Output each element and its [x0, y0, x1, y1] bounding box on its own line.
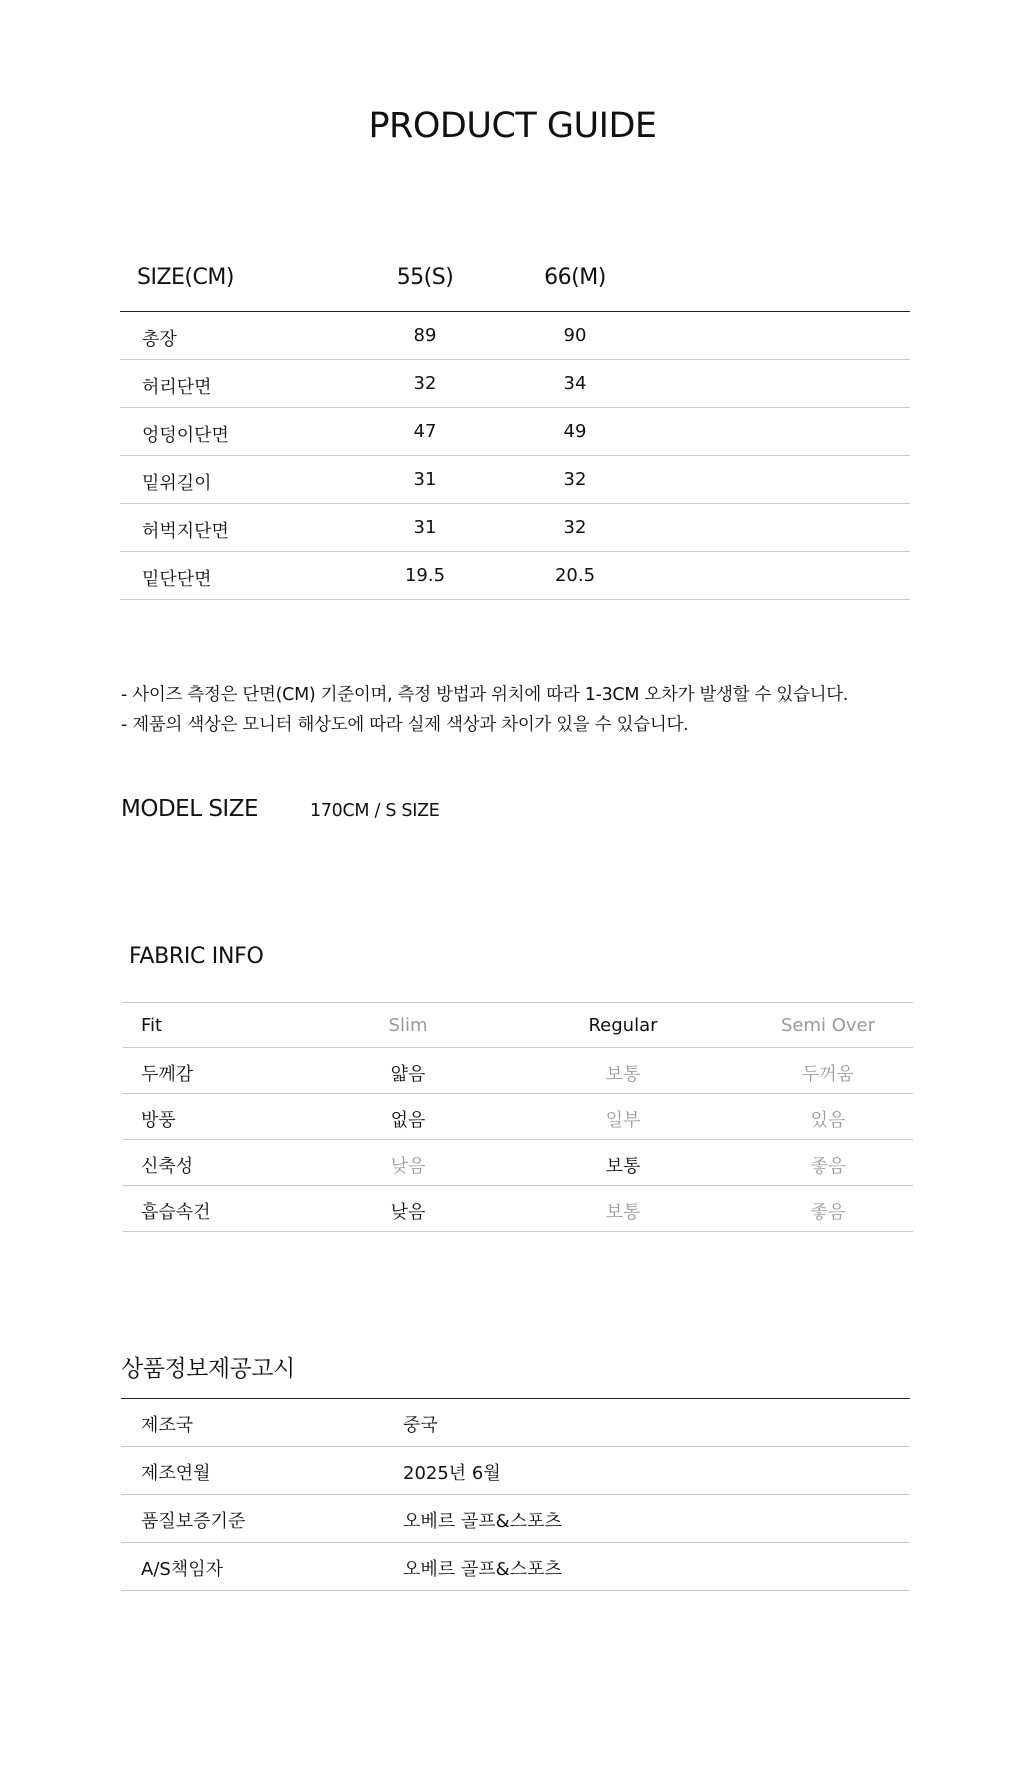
note-line: - 제품의 색상은 모니터 해상도에 따라 실제 색상과 차이가 있을 수 있습니다.	[121, 715, 689, 735]
size-notes	[121, 680, 848, 740]
fabric-option: 좋음	[810, 1156, 846, 1177]
notice-key: 제조연월	[141, 1463, 211, 1484]
model-size-value: 170CM / S SIZE	[310, 801, 440, 821]
product-notice-title: 상품정보제공고시	[121, 1356, 295, 1382]
table-row	[121, 1399, 910, 1447]
notice-key: A/S책임자	[141, 1559, 223, 1580]
fabric-option: 두꺼움	[801, 1064, 855, 1085]
table-row	[121, 1447, 910, 1495]
table-row	[120, 552, 910, 600]
fabric-fit-row	[123, 1003, 913, 1048]
fabric-option: 낮음	[390, 1202, 426, 1223]
size-row-m: 49	[563, 421, 587, 442]
table-row	[120, 504, 910, 552]
size-row-s: 32	[413, 373, 437, 394]
size-row-label: 밑단단면	[142, 569, 212, 590]
table-row	[123, 1048, 913, 1094]
fabric-option: 없음	[390, 1110, 426, 1131]
size-row-label: 엉덩이단면	[142, 425, 229, 446]
table-row	[120, 360, 910, 408]
fabric-row-label: Fit	[141, 1015, 163, 1036]
size-row-label: 허리단면	[142, 377, 212, 398]
fabric-table	[123, 1002, 913, 1232]
fabric-option: 보통	[605, 1064, 641, 1085]
notice-value: 2025년 6월	[403, 1463, 501, 1484]
notice-key: 품질보증기준	[141, 1511, 246, 1532]
fabric-info-title: FABRIC INFO	[129, 944, 264, 969]
table-row	[120, 408, 910, 456]
fabric-row-label: 흡습속건	[141, 1202, 211, 1223]
size-header-m: 66(M)	[544, 265, 606, 290]
fabric-option: 보통	[605, 1156, 641, 1177]
size-row-s: 31	[413, 517, 437, 538]
size-row-m: 20.5	[554, 565, 596, 586]
fabric-option: 보통	[605, 1202, 641, 1223]
size-row-s: 31	[413, 469, 437, 490]
fabric-option: 있음	[810, 1110, 846, 1131]
fabric-option: Slim	[388, 1015, 428, 1036]
size-row-s: 89	[413, 325, 437, 346]
product-notice-table	[121, 1398, 910, 1591]
size-table	[120, 255, 910, 600]
table-row	[123, 1186, 913, 1232]
fabric-option: 일부	[605, 1110, 641, 1131]
size-row-s: 19.5	[404, 565, 446, 586]
fabric-option: Semi Over	[780, 1015, 876, 1036]
page-title: PRODUCT GUIDE	[368, 106, 657, 146]
notice-value: 중국	[403, 1415, 438, 1436]
size-row-m: 90	[563, 325, 587, 346]
model-size-label: MODEL SIZE	[121, 796, 258, 822]
size-row-m: 32	[563, 517, 587, 538]
fabric-option: 얇음	[390, 1064, 426, 1085]
table-row	[120, 312, 910, 360]
table-row	[123, 1094, 913, 1140]
notice-value: 오베르 골프&스포츠	[403, 1511, 562, 1532]
size-row-m: 34	[563, 373, 587, 394]
fabric-option: 좋음	[810, 1202, 846, 1223]
size-row-label: 허벅지단면	[142, 521, 229, 542]
size-row-label: 밑위길이	[142, 473, 212, 494]
size-row-s: 47	[413, 421, 437, 442]
notice-value: 오베르 골프&스포츠	[403, 1559, 562, 1580]
fabric-row-label: 신축성	[141, 1156, 194, 1177]
fabric-row-label: 두께감	[141, 1064, 194, 1085]
table-row	[121, 1495, 910, 1543]
size-table-header	[120, 255, 910, 312]
note-line: - 사이즈 측정은 단면(CM) 기준이며, 측정 방법과 위치에 따라 1-3CM 오차가 발생할 수 있습니다.	[121, 685, 849, 705]
size-header-label: SIZE(CM)	[137, 265, 234, 290]
size-header-s: 55(S)	[396, 265, 454, 290]
notice-key: 제조국	[141, 1415, 194, 1436]
fabric-option: Regular	[588, 1015, 658, 1036]
fabric-option: 낮음	[390, 1156, 426, 1177]
table-row	[121, 1543, 910, 1591]
size-row-m: 32	[563, 469, 587, 490]
table-row	[120, 456, 910, 504]
fabric-row-label: 방풍	[141, 1110, 176, 1131]
size-row-label: 총장	[142, 329, 177, 350]
table-row	[123, 1140, 913, 1186]
